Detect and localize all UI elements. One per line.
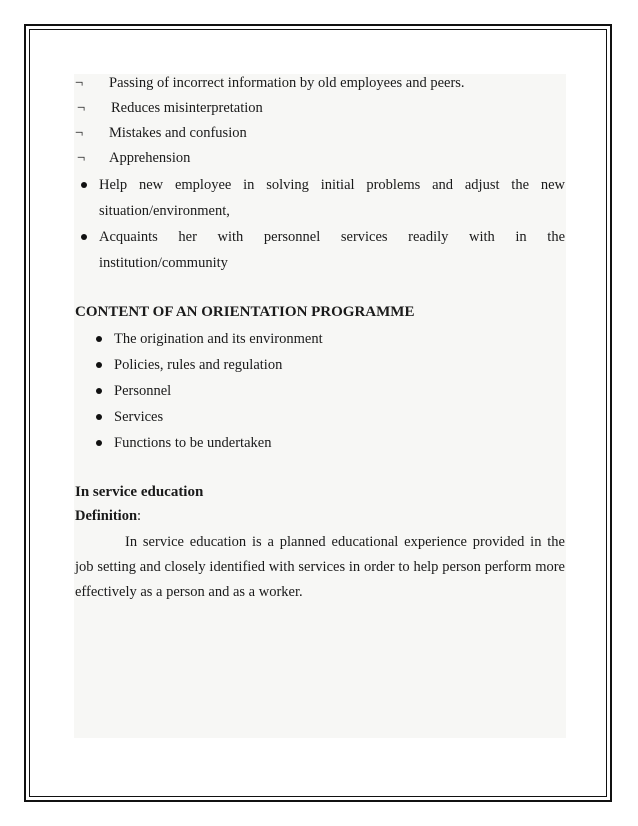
list-item bbox=[75, 378, 565, 404]
definition-colon: : bbox=[137, 508, 142, 524]
list-item bbox=[75, 404, 565, 430]
list-item-text: Reduces misinterpretation bbox=[111, 100, 263, 116]
list-item bbox=[75, 326, 565, 352]
negation-bullet-icon: ¬ bbox=[75, 75, 84, 91]
negation-bullet-icon: ¬ bbox=[77, 150, 86, 166]
list-item bbox=[75, 224, 565, 276]
list-item-text: Functions to be undertaken bbox=[114, 435, 272, 451]
definition-paragraph: In service education is a planned educational experience provided in the job setting and closely identified with services in order to help person perform more effectively as a person and as a worker. bbox=[75, 534, 565, 600]
bullet-icon bbox=[96, 414, 102, 420]
bullet-list bbox=[75, 172, 565, 276]
list-item bbox=[75, 147, 565, 172]
document-body bbox=[75, 72, 565, 605]
list-item-text: Policies, rules and regulation bbox=[114, 357, 283, 373]
list-item bbox=[75, 122, 565, 147]
definition-label: Definition bbox=[75, 508, 138, 524]
list-item-line: situation/environment, bbox=[99, 203, 230, 219]
orientation-list bbox=[75, 326, 565, 456]
list-item-text: Mistakes and confusion bbox=[109, 125, 247, 141]
list-item-text: The origination and its environment bbox=[114, 331, 323, 347]
list-item-text: Personnel bbox=[114, 383, 172, 399]
list-item-line: institution/community bbox=[99, 255, 228, 271]
bullet-icon bbox=[96, 336, 102, 342]
list-item-line: Help new employee in solving initial problems and adjust the new bbox=[99, 177, 565, 193]
list-item-text: Apprehension bbox=[109, 150, 191, 166]
section-heading: In service education bbox=[75, 484, 204, 500]
list-item-text: Services bbox=[114, 409, 164, 425]
list-item-line: Acquaints her with personnel services readily with in the bbox=[99, 229, 565, 245]
bullet-icon bbox=[96, 362, 102, 368]
bullet-icon bbox=[96, 388, 102, 394]
list-item bbox=[75, 430, 565, 456]
negation-list bbox=[75, 72, 565, 172]
list-item-text: Passing of incorrect information by old employees and peers. bbox=[109, 75, 465, 91]
definition-label-row bbox=[75, 504, 565, 528]
list-item bbox=[75, 97, 565, 122]
section-heading: CONTENT OF AN ORIENTATION PROGRAMME bbox=[75, 304, 415, 320]
list-item bbox=[75, 72, 565, 97]
list-item bbox=[75, 172, 565, 224]
bullet-icon bbox=[96, 440, 102, 446]
bullet-icon bbox=[81, 182, 87, 188]
list-item bbox=[75, 352, 565, 378]
negation-bullet-icon: ¬ bbox=[77, 100, 86, 116]
negation-bullet-icon: ¬ bbox=[75, 125, 84, 141]
bullet-icon bbox=[81, 234, 87, 240]
